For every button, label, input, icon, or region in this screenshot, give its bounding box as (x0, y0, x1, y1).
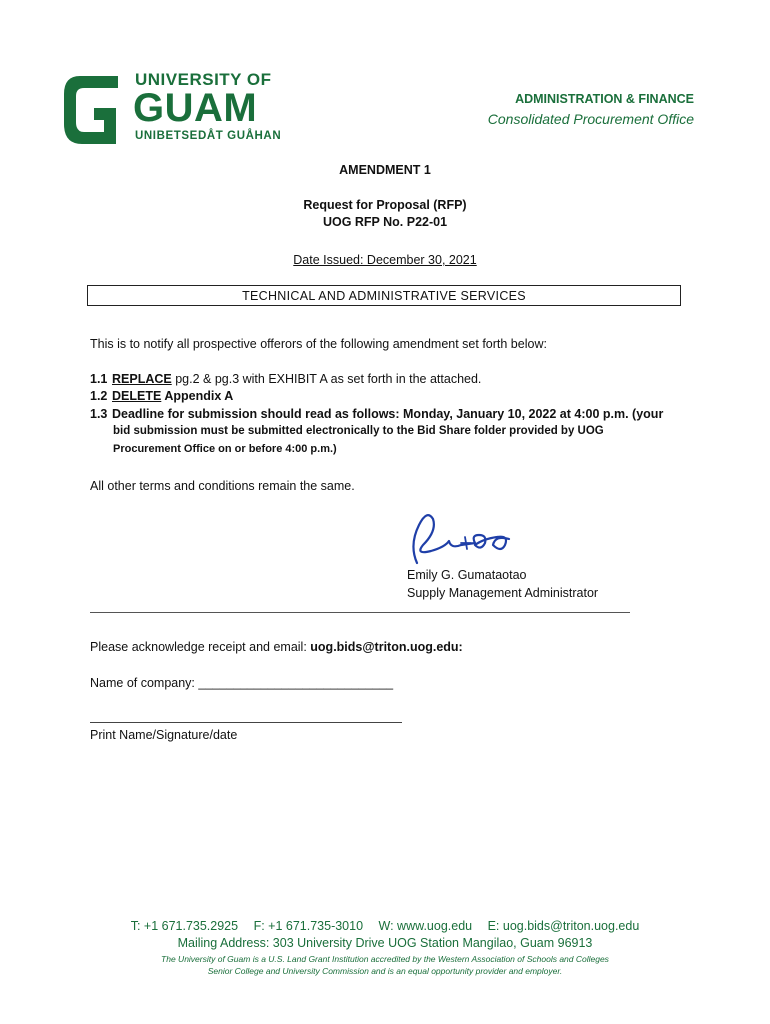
item-action: DELETE (112, 389, 162, 403)
company-name-field: Name of company: ____________________________ (90, 676, 394, 690)
item-number: 1.1 (90, 372, 108, 386)
acknowledge-email: uog.bids@triton.uog.edu: (310, 640, 463, 654)
footer-address: Mailing Address: 303 University Drive UOG Station Mangilao, Guam 96913 (177, 936, 593, 950)
item-action: REPLACE (112, 372, 172, 386)
item-number: 1.3 (90, 407, 108, 421)
footer-email: E: uog.bids@triton.uog.edu (487, 919, 640, 933)
item-number: 1.2 (90, 389, 108, 403)
footer-web: W: www.uog.edu (378, 919, 473, 933)
logo-university-of: UNIVERSITY OF (135, 70, 272, 89)
department-name: ADMINISTRATION & FINANCE (515, 92, 694, 106)
signer-title: Supply Management Administrator (407, 586, 599, 600)
logo-guam: GUAM (133, 86, 258, 130)
logo-emblem-icon (64, 76, 118, 144)
footer-accreditation-2: Senior College and University Commission and is an equal opportunity provider and employer. (207, 966, 563, 976)
item-text: pg.2 & pg.3 with EXHIBIT A as set forth in the attached. (171, 372, 482, 386)
signer-name: Emily G. Gumataotao (407, 568, 527, 582)
intro-paragraph: This is to notify all prospective offerors of the following amendment set forth below: (90, 337, 547, 351)
office-name: Consolidated Procurement Office (487, 111, 694, 127)
rfp-title: Request for Proposal (RFP) (303, 198, 467, 212)
acknowledge-text: Please acknowledge receipt and email: (90, 640, 311, 654)
item-text: Appendix A (161, 389, 234, 403)
print-name-label: Print Name/Signature/date (90, 728, 238, 742)
footer-contact (0, 919, 770, 933)
amendment-item-1 (90, 372, 481, 386)
logo-subtitle: UNIBETSEDÅT GUÅHAN (135, 130, 282, 142)
handwritten-signature (405, 505, 520, 570)
footer-accreditation-1: The University of Guam is a U.S. Land Grant Institution accredited by the Western Association of Schools and Colleges (161, 954, 609, 964)
section-divider (90, 612, 630, 613)
acknowledge-instruction (90, 640, 463, 654)
amendment-title: AMENDMENT 1 (339, 163, 431, 177)
footer-fax: F: +1 671.735-3010 (253, 919, 364, 933)
signature-line (90, 722, 402, 723)
date-issued: Date Issued: December 30, 2021 (293, 253, 477, 267)
amendment-item-3-continued: bid submission must be submitted electronically to the Bid Share folder provided by UOG (113, 425, 604, 437)
item-text: Deadline for submission should read as follows: Monday, January 10, 2022 at 4:00 p.m. (your (112, 407, 664, 421)
amendment-item-2 (90, 389, 233, 403)
amendment-item-3-continued-2: Procurement Office on or before 4:00 p.m.) (113, 443, 337, 455)
services-banner: TECHNICAL AND ADMINISTRATIVE SERVICES (87, 285, 681, 306)
footer-phone: T: +1 671.735.2925 (130, 919, 239, 933)
amendment-item-3 (90, 407, 663, 421)
rfp-number: UOG RFP No. P22-01 (322, 215, 448, 229)
other-terms: All other terms and conditions remain the same. (90, 479, 355, 493)
